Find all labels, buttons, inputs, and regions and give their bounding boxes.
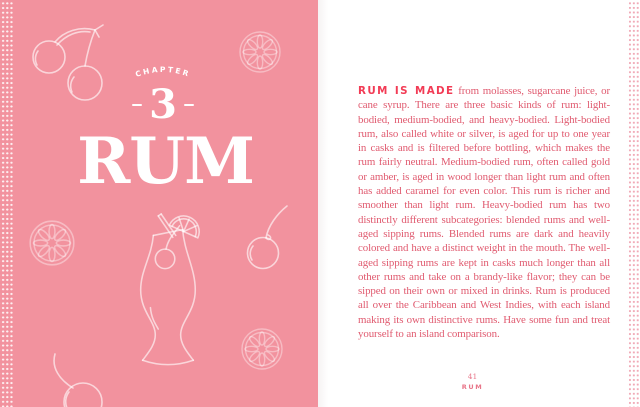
cherry-pair-icon	[28, 24, 106, 104]
left-edge-dot-pattern	[0, 0, 13, 407]
footer-chapter-label: RUM	[461, 382, 484, 391]
chapter-number: 3	[149, 81, 177, 128]
dash-ornament	[184, 104, 194, 106]
chapter-title: RUM	[77, 124, 254, 199]
right-edge-dot-pattern	[627, 0, 640, 407]
dash-ornament	[132, 104, 142, 106]
chapter-intro-paragraph	[358, 84, 610, 341]
left-page	[0, 0, 318, 407]
page-footer	[318, 373, 627, 390]
svg-text:CHAPTER	[134, 65, 192, 79]
gutter-shadow	[318, 0, 328, 407]
chapter-label: CHAPTER	[134, 64, 192, 79]
right-page	[318, 0, 640, 407]
citrus-slice-icon	[28, 219, 76, 267]
citrus-slice-icon	[240, 327, 284, 371]
citrus-slice-icon	[238, 30, 282, 74]
paragraph-text: from molasses, sugarcane juice, or cane syrup. There are three basic kinds of rum: light-bodied, medium-bodied, and heavy-bodied. Light-bodied rum, also called white or silver, is aged for up to one year in casks and is filtered before bottling, which makes the rum fairly neutral. Medium-bodied rum, often called gold or amber, is aged in wood longer than light rum and often has added caramel for even color. This rum is richer and smoother than light rum. Heavy-bodied rum has two distinctly different subcategories: blended rums and well-aged sipping rums. Blended rums are dark and heavily colored and have a distinct weight in the mouth. The well-aged sipping rums are kept in casks much longer than all other rums and take on a brandy-like flavor; they can be sipped on their own or mixed in drinks. Rum is produced all over the Caribbean and West Indies, with each island making its own distinctive rums. Have some fun and treat yourself to an island comparison.	[358, 85, 611, 341]
page-number: 41	[467, 372, 478, 381]
cherry-icon	[242, 202, 292, 272]
chapter-number-badge	[101, 81, 225, 128]
cherry-icon	[40, 346, 108, 407]
hurricane-glass-icon	[128, 212, 206, 372]
lead-in-phrase: RUM IS MADE	[358, 85, 455, 97]
